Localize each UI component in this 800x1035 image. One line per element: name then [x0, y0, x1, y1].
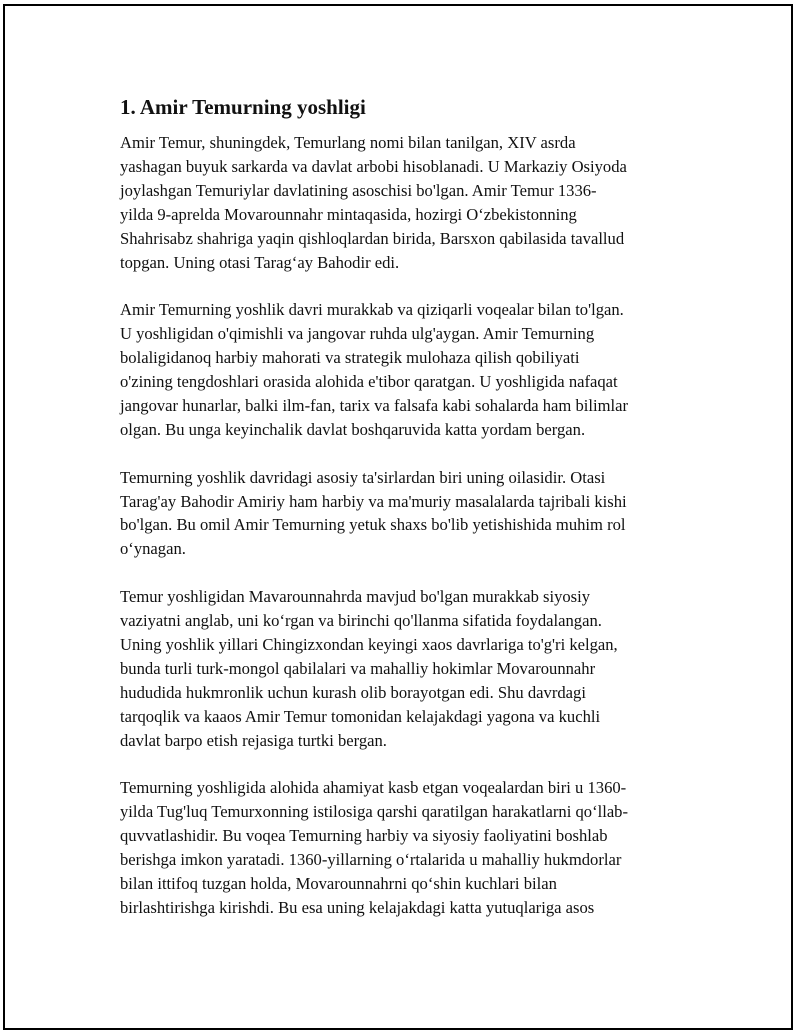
paragraph-5: Temurning yoshligida alohida ahamiyat kasb etgan voqealardan biri u 1360- yilda Tug'luq Temurxonning istilosiga qarshi qaratilgan harakatlarni qo‘llab- quvvatlashidir. Bu voqea Temurning harbiy va siyosiy faoliyatini boshlab berishga imkon yaratadi. 1360-yillarning o‘rtalarida u mahalliy hukmdorlar bilan ittifoq tuzgan holda, Movarounnahrni qo‘shin kuchlari bilan birlashtirishga kirishdi. Bu esa uning kelajakdagi katta yutuqlariga asos: [120, 778, 629, 917]
paragraph-4: Temur yoshligidan Mavarounnahrda mavjud bo'lgan murakkab siyosiy vaziyatni anglab, uni ko‘rgan va birinchi qo'llanma sifatida foydalangan. Uning yoshlik yillari Chingizxondan keyingi xaos davrlariga to'g'ri kelgan, bunda turli turk-mongol qabilalari va mahalliy hokimlar Movarounnahr hududida hukmronlik uchun kurash olib borayotgan edi. Shu davrdagi tarqoqlik va kaaos Amir Temur tomonidan kelajakdagi yagona va kuchli davlat barpo etish rejasiga turtki bergan.: [120, 587, 618, 750]
document-page: [3, 4, 793, 1030]
document-body: [120, 94, 690, 920]
section-heading: 1. Amir Temurning yoshligi: [120, 95, 366, 119]
paragraph-3: Temurning yoshlik davridagi asosiy ta'sirlardan biri uning oilasidir. Otasi Tarag'ay Bahodir Amiriy ham harbiy va ma'muriy masalalarda tajribali kishi bo'lgan. Bu omil Amir Temurning yetuk shaxs bo'lib yetishishida muhim rol o‘ynagan.: [120, 467, 627, 559]
paragraph-2: Amir Temurning yoshlik davri murakkab va qiziqarli voqealar bilan to'lgan. U yoshligidan o'qimishli va jangovar ruhda ulg'aygan. Amir Temurning bolaligidanoq harbiy mahorati va strategik mulohaza qilish qobiliyati o'zining tengdoshlari orasida alohida e'tibor qaratgan. U yoshligida nafaqat jangovar hunarlar, balki ilm-fan, tarix va falsafa kabi sohalarda ham bilimlar olgan. Bu unga keyinchalik davlat boshqaruvida katta yordam bergan.: [120, 300, 629, 439]
paragraph-1: Amir Temur, shuningdek, Temurlang nomi bilan tanilgan, XIV asrda yashagan buyuk sarkarda va davlat arbobi hisoblanadi. U Markaziy Osiyoda joylashgan Temuriylar davlatining asoschisi bo'lgan. Amir Temur 1336- yilda 9-aprelda Movarounnahr mintaqasida, hozirgi O‘zbekistonning Shahrisabz shahriga yaqin qishloqlardan birida, Barsxon qabilasida tavallud topgan. Uning otasi Tarag‘ay Bahodir edi.: [120, 133, 627, 272]
